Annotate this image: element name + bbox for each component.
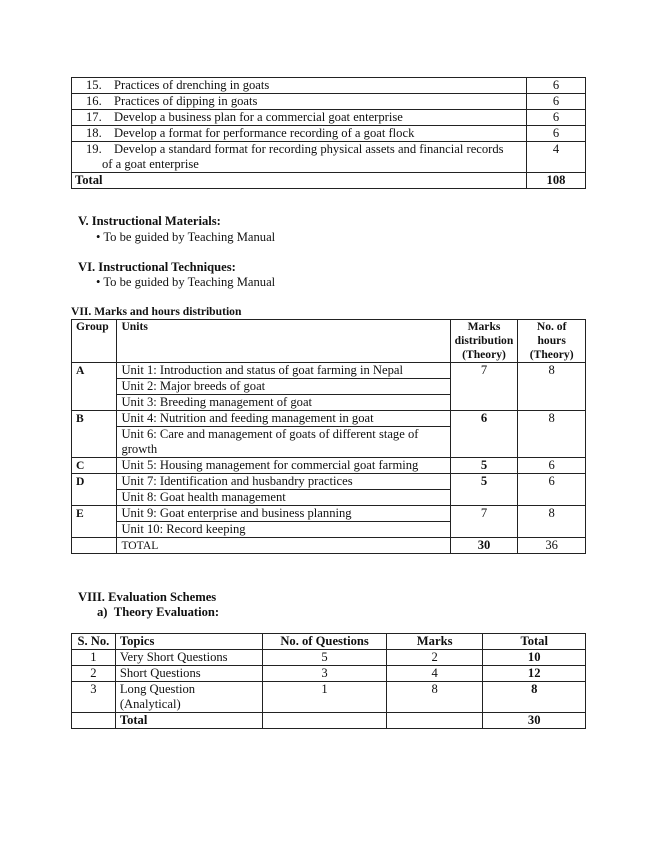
header-hours: No. of hours (Theory) — [518, 320, 586, 363]
bullet-item: • To be guided by Teaching Manual — [96, 275, 276, 289]
total-cell: 8 — [483, 682, 586, 713]
unit-cell: Unit 1: Introduction and status of goat farming in Nepal — [117, 363, 450, 379]
total-cell: 10 — [483, 650, 586, 666]
practical-title: Develop a format for performance recording of a goat flock — [114, 126, 415, 140]
unit-cell: Unit 6: Care and management of goats of different stage of growth — [117, 427, 450, 458]
table-row — [72, 126, 586, 142]
total-cell: 12 — [483, 666, 586, 682]
unit-cell: Unit 7: Identification and husbandry practices — [117, 474, 450, 490]
header-sno: S. No. — [72, 634, 116, 650]
section-heading-marks-hours: VII. Marks and hours distribution — [71, 305, 242, 318]
group-label: A — [72, 363, 117, 411]
unit-cell: Unit 4: Nutrition and feeding management in goat — [117, 411, 450, 427]
table-row — [72, 458, 586, 474]
hours-cell: 8 — [518, 506, 586, 538]
total-marks: 30 — [450, 538, 518, 554]
total-row — [72, 173, 586, 189]
practical-title: Develop a standard format for recording physical assets and financial records — [114, 142, 504, 156]
total-value: 108 — [527, 173, 586, 189]
header-row — [72, 634, 586, 650]
group-label: D — [72, 474, 117, 506]
total-value: 30 — [483, 713, 586, 729]
hours-cell: 6 — [527, 110, 586, 126]
header-units: Units — [117, 320, 450, 363]
group-label: C — [72, 458, 117, 474]
marks-cell: 5 — [450, 474, 518, 506]
header-topics: Topics — [115, 634, 262, 650]
topic-cell: Very Short Questions — [115, 650, 262, 666]
total-label: TOTAL — [117, 538, 450, 554]
sno-cell: 1 — [72, 650, 116, 666]
evaluation-table — [71, 633, 586, 729]
unit-cell: Unit 3: Breeding management of goat — [117, 395, 450, 411]
section-heading-instructional-techniques: VI. Instructional Techniques: — [78, 260, 236, 274]
total-label: Total — [115, 713, 262, 729]
row-number: 17. — [86, 110, 102, 124]
unit-cell: Unit 8: Goat health management — [117, 490, 450, 506]
sno-cell: 2 — [72, 666, 116, 682]
hours-cell: 8 — [518, 363, 586, 411]
header-no-of-questions: No. of Questions — [263, 634, 387, 650]
table-row — [72, 506, 586, 522]
noq-cell: 3 — [263, 666, 387, 682]
total-label: Total — [72, 173, 527, 189]
unit-cell: Unit 2: Major breeds of goat — [117, 379, 450, 395]
row-number: 16. — [86, 94, 102, 108]
table-row — [72, 411, 586, 427]
hours-cell: 6 — [527, 94, 586, 110]
table-row — [72, 666, 586, 682]
total-hours: 36 — [518, 538, 586, 554]
table-row — [72, 142, 586, 173]
table-row — [72, 363, 586, 379]
total-row — [72, 713, 586, 729]
header-group: Group — [72, 320, 117, 363]
practical-title: Practices of drenching in goats — [114, 78, 270, 92]
table-row — [72, 110, 586, 126]
bullet-item: • To be guided by Teaching Manual — [96, 230, 276, 244]
marks-cell: 2 — [386, 650, 483, 666]
hours-cell: 6 — [518, 458, 586, 474]
table-row — [72, 78, 586, 94]
unit-cell: Unit 5: Housing management for commercial goat farming — [117, 458, 450, 474]
marks-cell: 7 — [450, 363, 518, 411]
bullet-icon: • — [96, 275, 101, 289]
hours-cell: 6 — [527, 126, 586, 142]
sno-cell: 3 — [72, 682, 116, 713]
hours-cell: 4 — [527, 142, 586, 173]
noq-cell: 1 — [263, 682, 387, 713]
section-heading-evaluation-schemes: VIII. Evaluation Schemes — [78, 590, 217, 604]
marks-cell: 8 — [386, 682, 483, 713]
row-number: 15. — [86, 78, 102, 92]
marks-cell: 7 — [450, 506, 518, 538]
unit-cell: Unit 10: Record keeping — [117, 522, 450, 538]
header-marks: Marks distribution (Theory) — [450, 320, 518, 363]
topic-cell: Long Question (Analytical) — [115, 682, 262, 713]
practical-title-continued: of a goat enterprise — [102, 157, 199, 171]
section-heading-instructional-materials: V. Instructional Materials: — [78, 214, 221, 228]
marks-cell: 5 — [450, 458, 518, 474]
marks-cell: 4 — [386, 666, 483, 682]
bullet-icon: • — [96, 230, 101, 244]
group-label: E — [72, 506, 117, 538]
header-marks: Marks — [386, 634, 483, 650]
hours-cell: 6 — [527, 78, 586, 94]
unit-cell: Unit 9: Goat enterprise and business planning — [117, 506, 450, 522]
total-row — [72, 538, 586, 554]
hours-cell: 6 — [518, 474, 586, 506]
group-label: B — [72, 411, 117, 458]
hours-cell: 8 — [518, 411, 586, 458]
table-row — [72, 682, 586, 713]
topic-cell: Short Questions — [115, 666, 262, 682]
header-row — [72, 320, 586, 363]
noq-cell: 5 — [263, 650, 387, 666]
header-total: Total — [483, 634, 586, 650]
marks-cell: 6 — [450, 411, 518, 458]
row-number: 19. — [86, 142, 102, 156]
table-row — [72, 650, 586, 666]
subsection-heading-theory-evaluation: a) Theory Evaluation: — [97, 605, 220, 619]
table-row — [72, 94, 586, 110]
marks-hours-table — [71, 319, 586, 554]
table-row — [72, 474, 586, 490]
practical-title: Develop a business plan for a commercial goat enterprise — [114, 110, 403, 124]
practical-title: Practices of dipping in goats — [114, 94, 258, 108]
practicals-table — [71, 77, 586, 189]
row-number: 18. — [86, 126, 102, 140]
